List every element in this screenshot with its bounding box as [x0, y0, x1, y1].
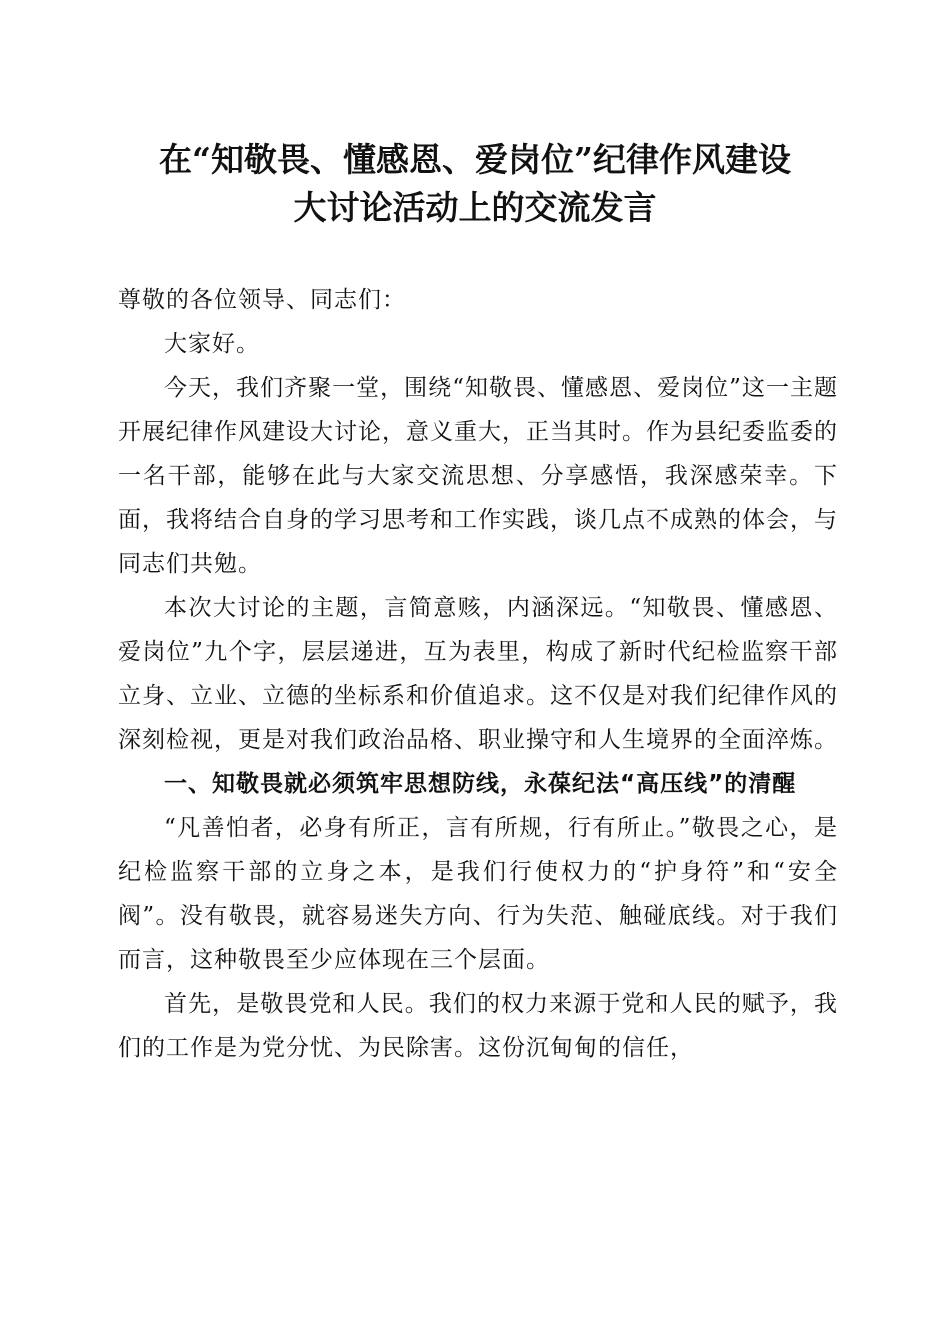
greeting: 大家好。: [164, 331, 260, 357]
body-paragraph: 首先，是敬畏党和人民。我们的权力来源于党和人民的赋予，我们的工作是为党分忧、为民除害。这份沉甸甸的信任，: [118, 991, 838, 1061]
section-heading: 一、知敬畏就必须筑牢思想防线，永葆纪法“高压线”的清醒: [164, 771, 797, 797]
document-title-line-2: 大讨论活动上的交流发言: [293, 188, 657, 227]
body-paragraph: 今天，我们齐聚一堂，围绕“知敬畏、懂感恩、爱岗位”这一主题开展纪律作风建设大讨论，意义重大，正当其时。作为县纪委监委的一名干部，能够在此与大家交流思想、分享感悟，我深感荣幸。下面，我将结合自身的学习思考和工作实践，谈几点不成熟的体会，与同志们共勉。: [118, 375, 838, 577]
document-title-line-1: 在“知敬畏、懂感恩、爱岗位”纪律作风建设: [159, 140, 791, 179]
body-paragraph: 本次大讨论的主题，言简意赅，内涵深远。“知敬畏、懂感恩、爱岗位”九个字，层层递进，互为表里，构成了新时代纪检监察干部立身、立业、立德的坐标系和价值追求。这不仅是对我们纪律作风的深刻检视，更是对我们政治品格、职业操守和人生境界的全面淬炼。: [118, 595, 838, 753]
salutation: 尊敬的各位领导、同志们：: [118, 287, 406, 313]
document-body: [118, 278, 838, 1070]
body-paragraph: “凡善怕者，必身有所正，言有所规，行有所止。”敬畏之心，是纪检监察干部的立身之本，是我们行使权力的“护身符”和“安全阀”。没有敬畏，就容易迷失方向、行为失范、触碰底线。对于我们而言，这种敬畏至少应体现在三个层面。: [118, 815, 838, 973]
